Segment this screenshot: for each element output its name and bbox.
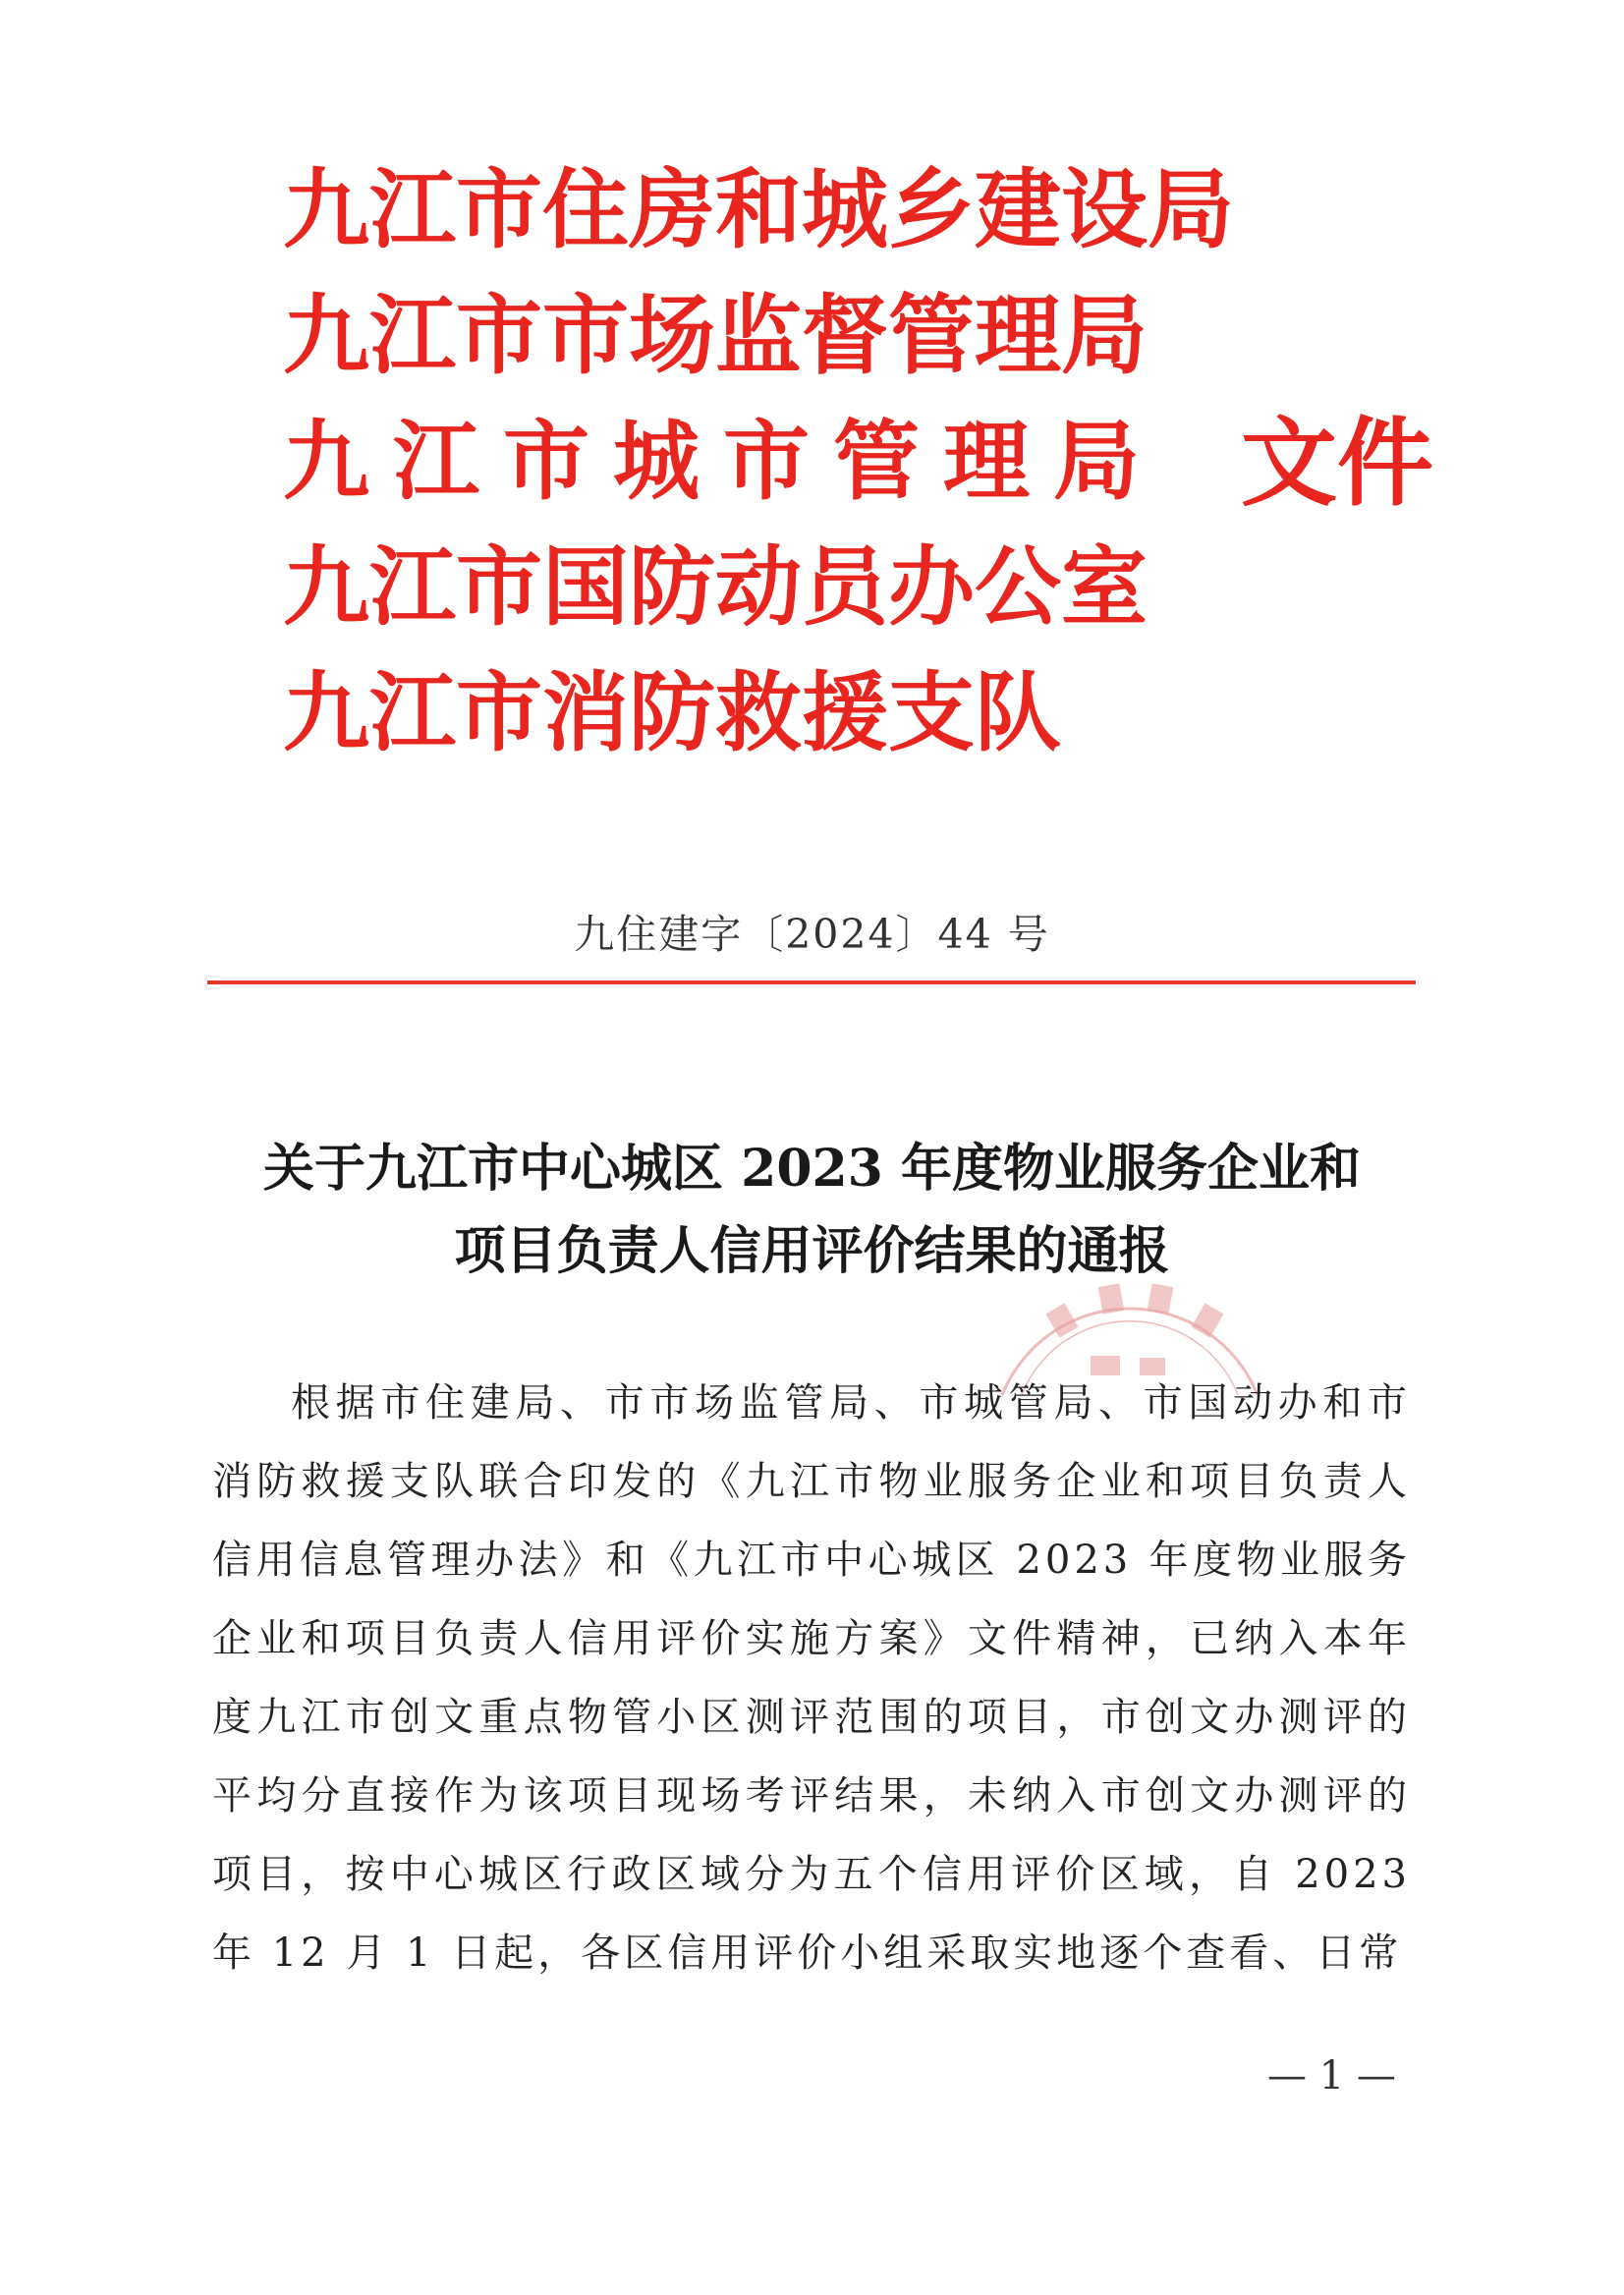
title-line-2: 项目负责人信用评价结果的通报 [454,1221,1170,1281]
issuer-name: 九江市住房和城乡建设局 [283,159,1235,260]
issuer-name: 九江市消防救援支队 [283,662,1062,763]
page-number: — 1 — [1267,2053,1396,2099]
body-paragraph: 根据市住建局、市市场监管局、市城管局、市国动办和市消防救援支队联合印发的《九江市物业服务企业和项目负责人信用信息管理办法》和《九江市中心城区 2023 年度物业服务企业和项目负责人信用评价实施方案》文件精神，已纳入本年度九江市创文重点物管小区测评范围的项目，市创文办测评的平均分直接作为该项目现场考评结果，未纳入市创文办测评的项目，按中心城区行政区域分为五个信用评价区域，自 2023 年 12 月 1 日起，各区信用评价小组采取实地逐个查看、日常 [212,1380,1411,1976]
issuer-list [283,147,1235,776]
issuer-name: 九江市国防动员办公室 [283,536,1148,638]
issuer-name: 九江市城市管理局 [283,411,1164,512]
document-header [283,147,1462,796]
document-type-word: 文件 [1241,408,1434,520]
red-divider-line [207,980,1416,984]
issuer-name: 九江市市场监督管理局 [283,285,1148,386]
document-number: 九住建字〔2024〕44 号 [574,911,1050,958]
title-line-1: 关于九江市中心城区 2023 年度物业服务企业和 [263,1139,1361,1199]
